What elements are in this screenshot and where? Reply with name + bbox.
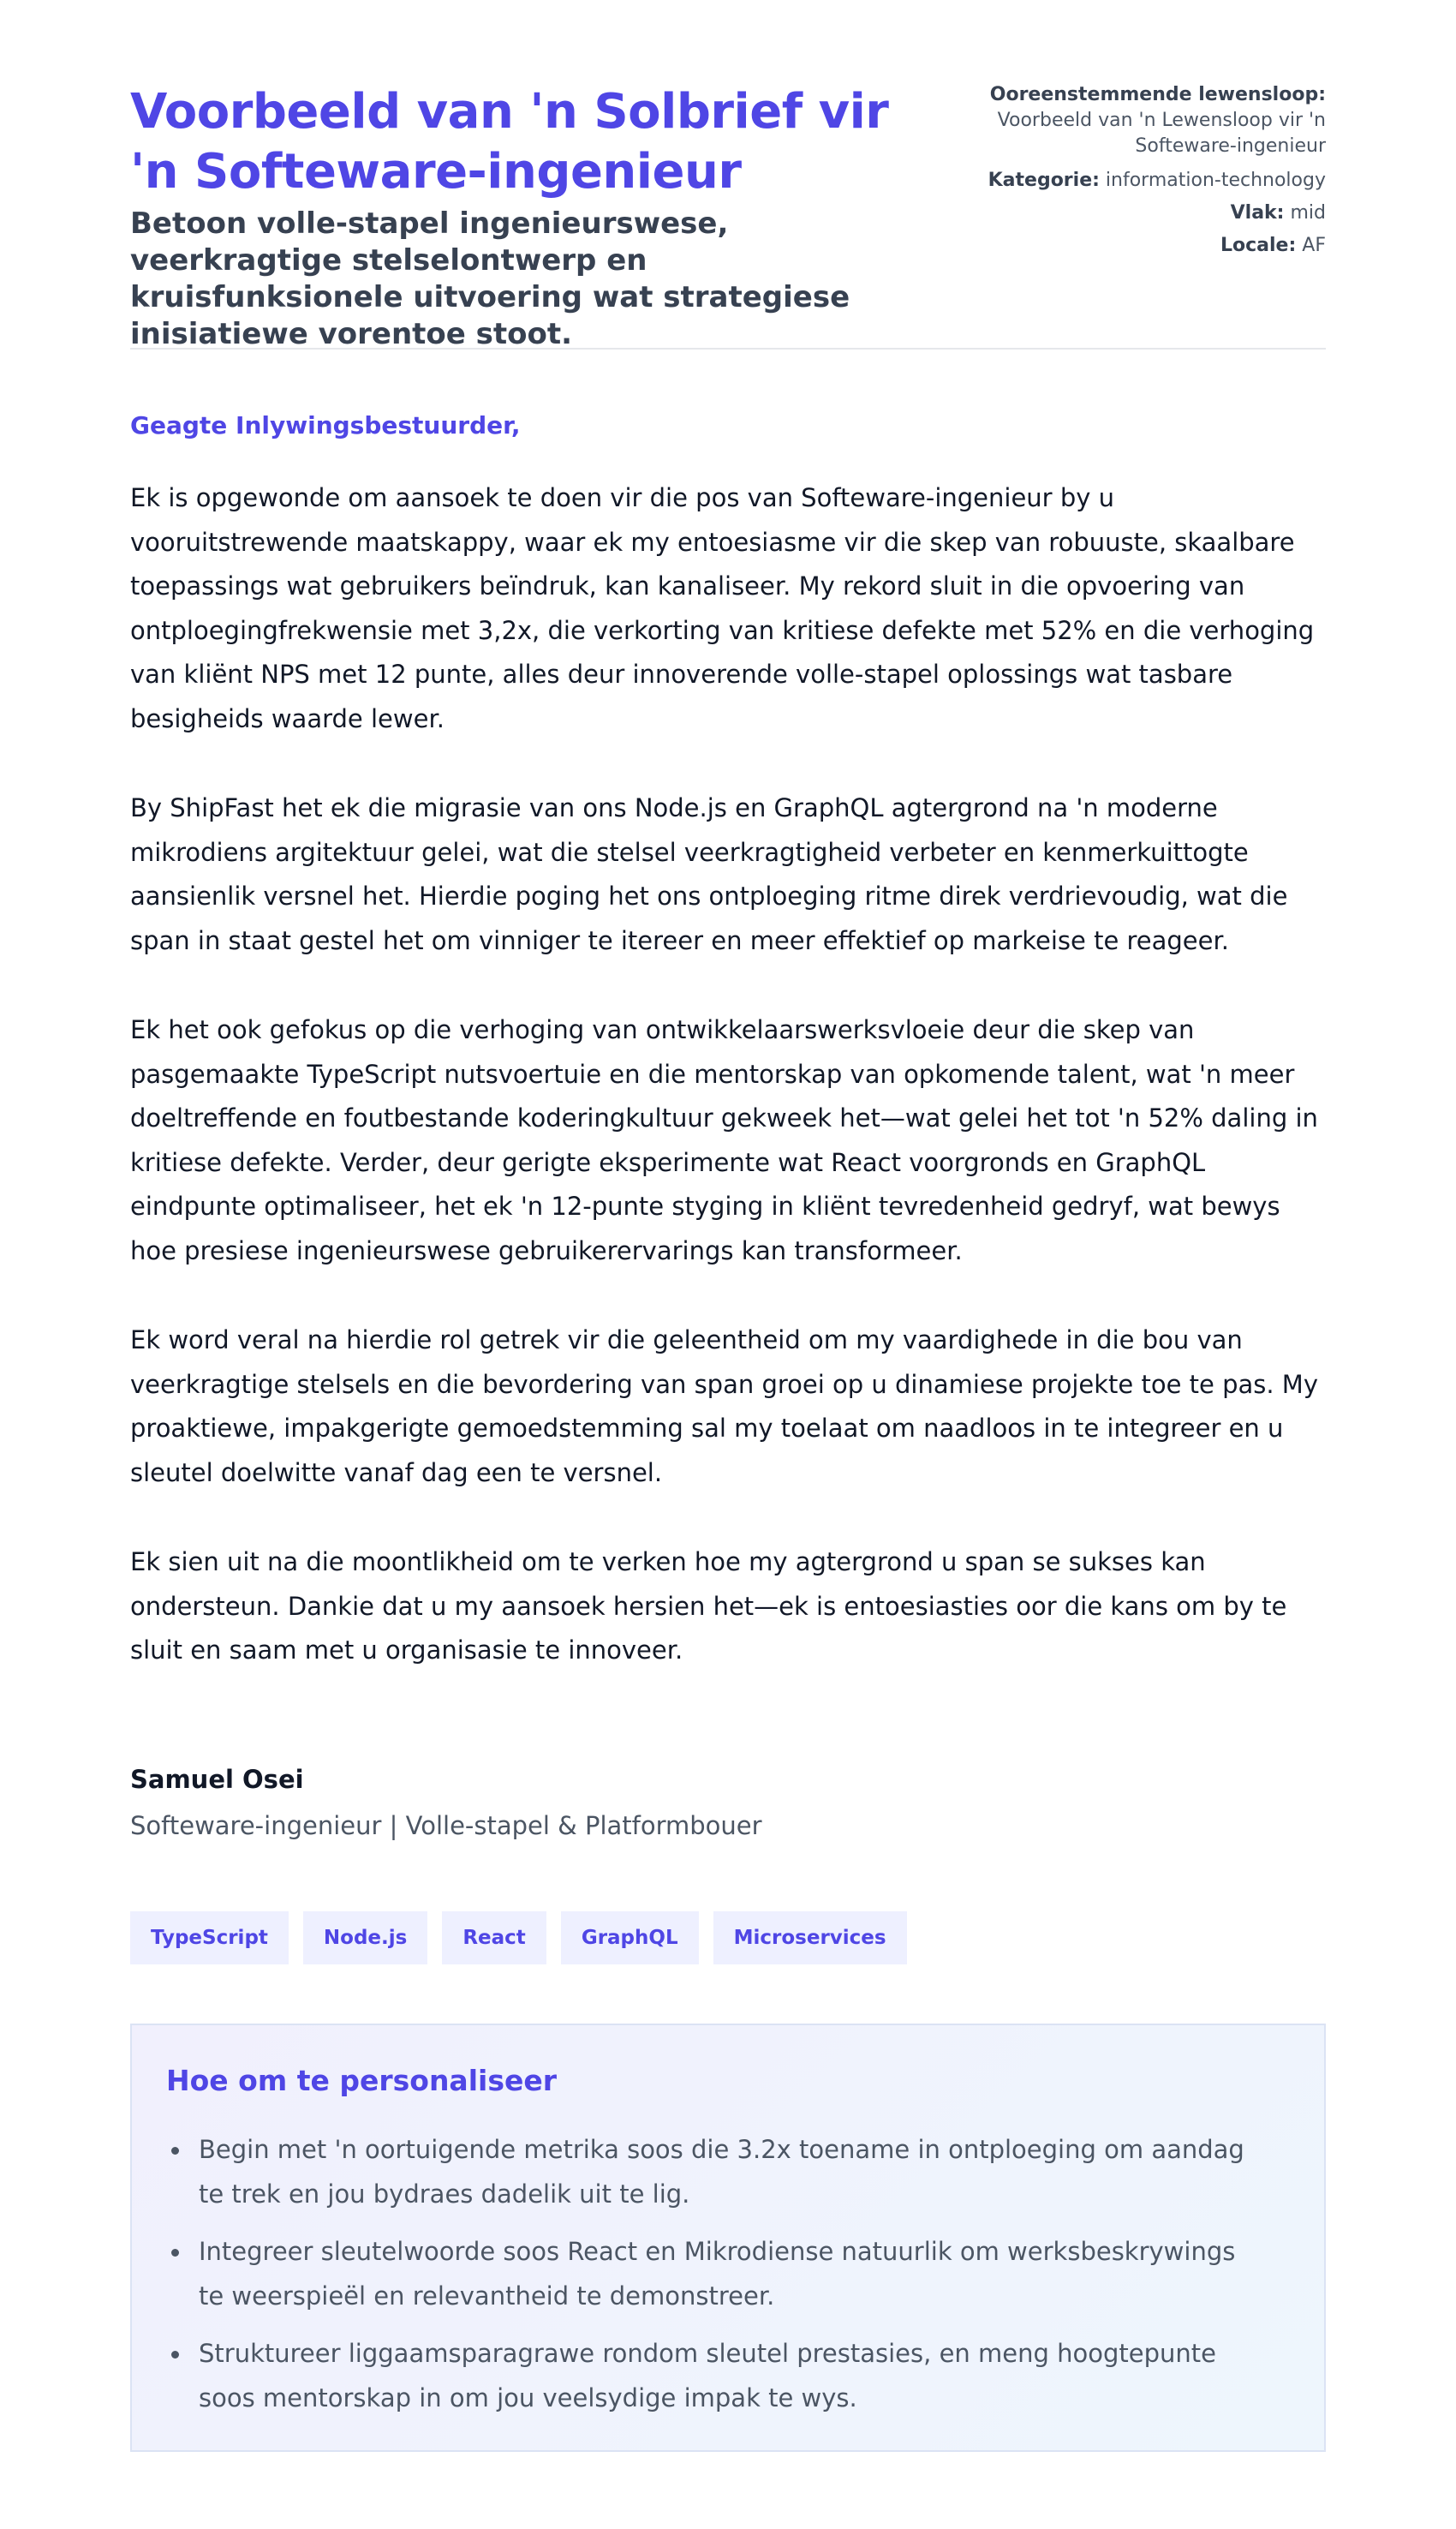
tip-text: Begin met 'n oortuigende metrika soos die 3.2x toename in ontploeging om aandag te trek en jou bydraes dadelik uit te lig. [199, 2135, 1244, 2209]
bullet-icon [171, 2249, 179, 2257]
tag-react: React [442, 1911, 546, 1964]
meta-category [966, 168, 1326, 194]
page-subtitle: Betoon volle-stapel ingenieurswese, veerkragtige stelselontwerp en kruisfunksionele uitvoering wat strategiese inisiatiewe vorentoe stoot. [130, 206, 850, 351]
letter-paragraph-3: Ek het ook gefokus op die verhoging van ontwikkelaarswerksvloeie deur die skep van pasgemaakte TypeScript nutsvoertuie en die mentorskap van opkomende talent, wat 'n meer doeltreffende en foutbestande koderingkultuur gekweek het—wat gelei het tot 'n 52% daling in kritiese defekte. Verder, deur gerigte eksperimente wat React voorgronds en GraphQL eindpunte optimaliseer, het ek 'n 12-punte styging in kliënt tevredenheid gedryf, wat bewys hoe presiese ingenieurswese gebruikerervarings kan transformeer. [130, 1015, 1318, 1265]
meta-resume-value[interactable]: Voorbeeld van 'n Lewensloop vir 'n Softeware-ingenieur [997, 110, 1326, 157]
tag-typescript: TypeScript [130, 1911, 289, 1964]
document-header [130, 0, 1326, 350]
tip-item [199, 2332, 1261, 2420]
meta-resume [966, 82, 1326, 159]
signature-role: Softeware-ingenieur | Volle-stapel & Platformbouer [130, 1810, 762, 1840]
tag-nodejs: Node.js [303, 1911, 427, 1964]
tip-text: Integreer sleutelwoorde soos React en Mikrodiense natuurlik om werksbeskrywings te weerspieël en relevantheid te demonstreer. [199, 2237, 1236, 2311]
letter-paragraph-4: Ek word veral na hierdie rol getrek vir die geleentheid om my vaardighede in die bou van veerkragtige stelsels en die bevordering van span groei op u dinamiese projekte toe te pas. My proaktiewe, impakgerigte gemoedstemming sal my toelaat om naadloos in te integreer en u sleutel doelwitte vanaf dag een te versnel. [130, 1325, 1318, 1487]
bullet-icon [171, 2351, 179, 2359]
page-title: Voorbeeld van 'n Solbrief vir 'n Softeware-ingenieur [130, 84, 889, 200]
tip-text: Struktureer liggaamsparagrawe rondom sleutel prestasies, en meng hoogtepunte soos mentorskap in om jou veelsydige impak te wys. [199, 2339, 1216, 2412]
signature-name: Samuel Osei [130, 1764, 304, 1794]
personalization-tips [130, 2024, 1326, 2452]
meta-locale-value: AF [1302, 235, 1326, 256]
meta-level-label: Vlak: [1230, 202, 1285, 224]
meta-level [966, 200, 1326, 226]
meta-resume-label: Ooreenstemmende lewensloop: [989, 84, 1326, 105]
tips-title: Hoe om te personaliseer [166, 2064, 558, 2097]
salutation: Geagte Inlywingsbestuurder, [130, 411, 521, 439]
tag-microservices: Microservices [713, 1911, 907, 1964]
meta-category-label: Kategorie: [988, 170, 1100, 191]
tip-item [199, 2230, 1261, 2318]
letter-paragraph-1: Ek is opgewonde om aansoek te doen vir die pos van Softeware-ingenieur by u vooruitstrewende maatskappy, waar ek my entoesiasme vir die skep van robuuste, skaalbare toepassings wat gebruikers beïndruk, kan kanaliseer. My rekord sluit in die opvoering van ontploegingfrekwensie met 3,2x, die verkorting van kritiese defekte met 52% en die verhoging van kliënt NPS met 12 punte, alles deur innoverende volle-stapel oplossings wat tasbare besigheids waarde lewer. [130, 483, 1315, 733]
title-block [130, 82, 952, 353]
bullet-icon [171, 2147, 179, 2155]
letter-body [130, 350, 1326, 1964]
meta-category-value: information-technology [1105, 170, 1326, 191]
meta-locale [966, 233, 1326, 259]
skill-tags [130, 1911, 1326, 1964]
document-meta [966, 82, 1326, 266]
letter-paragraph-2: By ShipFast het ek die migrasie van ons Node.js en GraphQL agtergrond na 'n moderne mikrodiens argitektuur gelei, wat die stelsel veerkragtigheid verbeter en kenmerkuittogte aansienlik versnel het. Hierdie poging het ons ontploeging ritme direk verdrievoudig, wat die span in staat gestel het om vinniger te itereer en meer effektief op markeise te reageer. [130, 793, 1288, 955]
tip-item [199, 2128, 1261, 2216]
signature-block [130, 1762, 1326, 1843]
letter-paragraph-5: Ek sien uit na die moontlikheid om te verken hoe my agtergrond u span se sukses kan ondersteun. Dankie dat u my aansoek hersien het—ek is entoesiasties oor die kans om by te sluit en saam met u organisasie te innoveer. [130, 1547, 1287, 1665]
tag-graphql: GraphQL [561, 1911, 699, 1964]
tips-list [166, 2128, 1290, 2420]
meta-locale-label: Locale: [1220, 235, 1297, 256]
meta-level-value: mid [1290, 202, 1326, 224]
